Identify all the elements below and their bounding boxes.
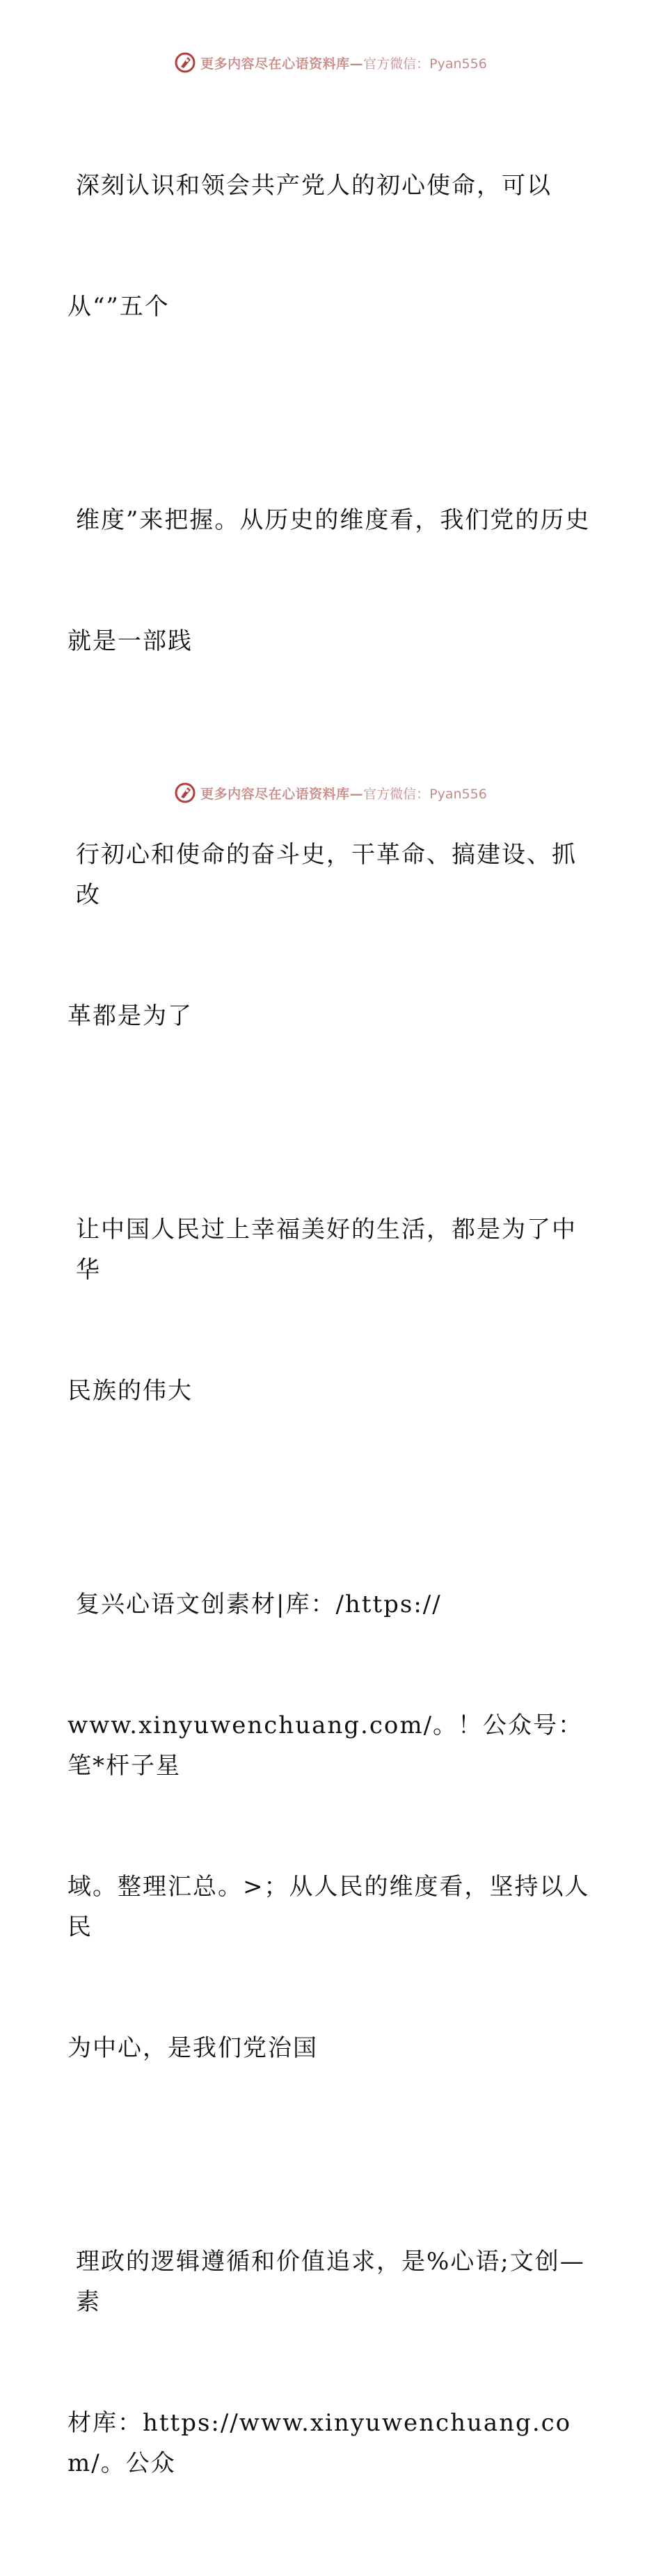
text-line: 深刻认识和领会共产党人的初心使命，可以: [76, 172, 552, 200]
header-banner: [0, 49, 661, 77]
paragraph-4: [67, 1129, 596, 1492]
text-line: 理政的逻辑遵循和价值追求，是%心语;文创—素: [76, 2248, 585, 2316]
text-line: 革都是为了: [67, 1002, 193, 1030]
text-line: 民族的伟大: [67, 1377, 193, 1405]
text-line: 行初心和使命的奋斗史，干革命、搞建设、抓改: [76, 841, 577, 909]
text-line: 为中心，是我们党治国: [67, 2034, 318, 2062]
footer-banner-text: 更多内容尽在心语资料库—: [200, 786, 364, 802]
footer-banner: [0, 779, 661, 807]
paragraph-3: [67, 754, 596, 1117]
pen-nib-logo-icon: [174, 782, 196, 804]
paragraph-5: [67, 1504, 596, 2149]
paragraph-1: [67, 85, 596, 408]
text-line: 维度”来把握。从历史的维度看，我们党的历史: [76, 506, 591, 534]
text-line: 域。整理汇总。>；从人民的维度看，坚持以人民: [67, 1873, 590, 1941]
text-line: 让中国人民过上幸福美好的生活，都是为了中华: [76, 1216, 577, 1284]
text-line: www.xinyuwenchuang.com/。！公众号：笔*杆子星: [67, 1712, 584, 1780]
text-line: 就是一部践: [67, 627, 193, 655]
paragraph-6: [67, 2161, 596, 2564]
header-banner-text: 更多内容尽在心语资料库—: [200, 56, 364, 72]
header-wechat-label: 官方微信：Pyan556: [363, 56, 487, 72]
footer-wechat-label: 官方微信：Pyan556: [363, 786, 487, 802]
text-line: 从“”五个: [67, 293, 170, 321]
text-line: 复兴心语文创素材|库：/https://: [76, 1591, 442, 1618]
text-line: 材库：https://www.xinyuwenchuang.com/。公众: [67, 2409, 572, 2477]
document-body: [67, 85, 596, 2576]
paragraph-2: [67, 419, 596, 742]
pen-nib-logo-icon: [174, 51, 196, 74]
